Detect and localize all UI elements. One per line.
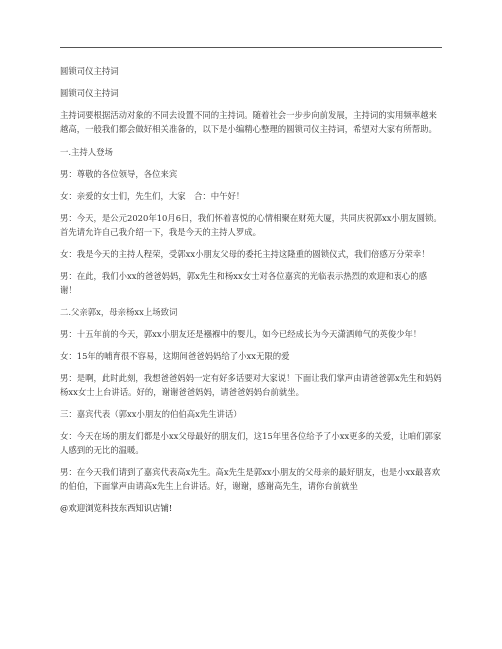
dialogue-line: 男：在此，我们小xx的爸爸妈妈，郭x先生和杨xx女士对各位嘉宾的光临表示热烈的欢迎和衷心的感谢！ — [60, 271, 427, 295]
dialogue-line: 男：今天，是公元2020年10月6日，我们怀着喜悦的心情相聚在财苑大厦，共同庆祝郭xx小朋友圆锁。首先请允许自己我介绍一下，我是今天的主持人罗成。 — [60, 213, 442, 237]
dialogue-line: 女：亲爱的女士们，先生们，大家 合：中午好！ — [60, 191, 245, 201]
document-title: 圆锁司仪主持词 — [60, 66, 119, 76]
dialogue-line: 男：十五年前的今天，郭xx小朋友还是襁褓中的婴儿，如今已经成长为今天潇洒帅气的英俊少年！ — [60, 329, 422, 339]
dialogue-line: 女：今天在场的朋友们都是小xx父母最好的朋友们，这15年里各位给予了小xx更多的关爱，让咱们郭家人感到的无比的温暖。 — [60, 431, 442, 455]
dialogue-line: 男：在今天我们请到了嘉宾代表高x先生。高x先生是郭xx小朋友的父母亲的最好朋友，也是小xx最喜欢的伯伯，下面掌声由请高x先生上台讲话。好，谢谢，感谢高先生，请你台前就坐 — [60, 467, 441, 491]
document-body — [60, 64, 442, 523]
header-rule — [60, 47, 442, 48]
dialogue-line: 男：尊敬的各位领导，各位来宾 — [60, 169, 178, 179]
intro-paragraph: 主持词要根据活动对象的不同去设置不同的主持词。随着社会一步步向前发展，主持词的实用频率越来越高，一般我们都会做好相关准备的，以下是小编精心整理的圆锁司仪主持词，希望对大家有所帮助。 — [60, 110, 437, 134]
section-heading-3: 三：嘉宾代表（郭xx小朋友的伯伯高x先生讲话） — [60, 409, 242, 419]
section-heading-1: 一.主持人登场 — [60, 147, 113, 157]
section-heading-2: 二.父亲郭x，母亲杨xx上场致词 — [60, 307, 178, 317]
footer-note: @欢迎浏览科技东西知识店铺! — [60, 503, 173, 513]
dialogue-line: 女：我是今天的主持人程荣，受郭xx小朋友父母的委托主持这隆重的圆锁仪式，我们倍感万分荣幸！ — [60, 249, 430, 259]
dialogue-line: 男：是啊，此时此刻，我想爸爸妈妈一定有好多话要对大家说！下面让我们掌声由请爸爸郭x先生和妈妈杨xx女士上台讲话。好的，谢谢爸爸妈妈，请爸爸妈妈台前就坐。 — [60, 373, 442, 397]
dialogue-line: 女：15年的哺育很不容易，这期间爸爸妈妈给了小xx无限的爱 — [60, 351, 290, 361]
document-subtitle: 圆锁司仪主持词 — [60, 88, 119, 98]
